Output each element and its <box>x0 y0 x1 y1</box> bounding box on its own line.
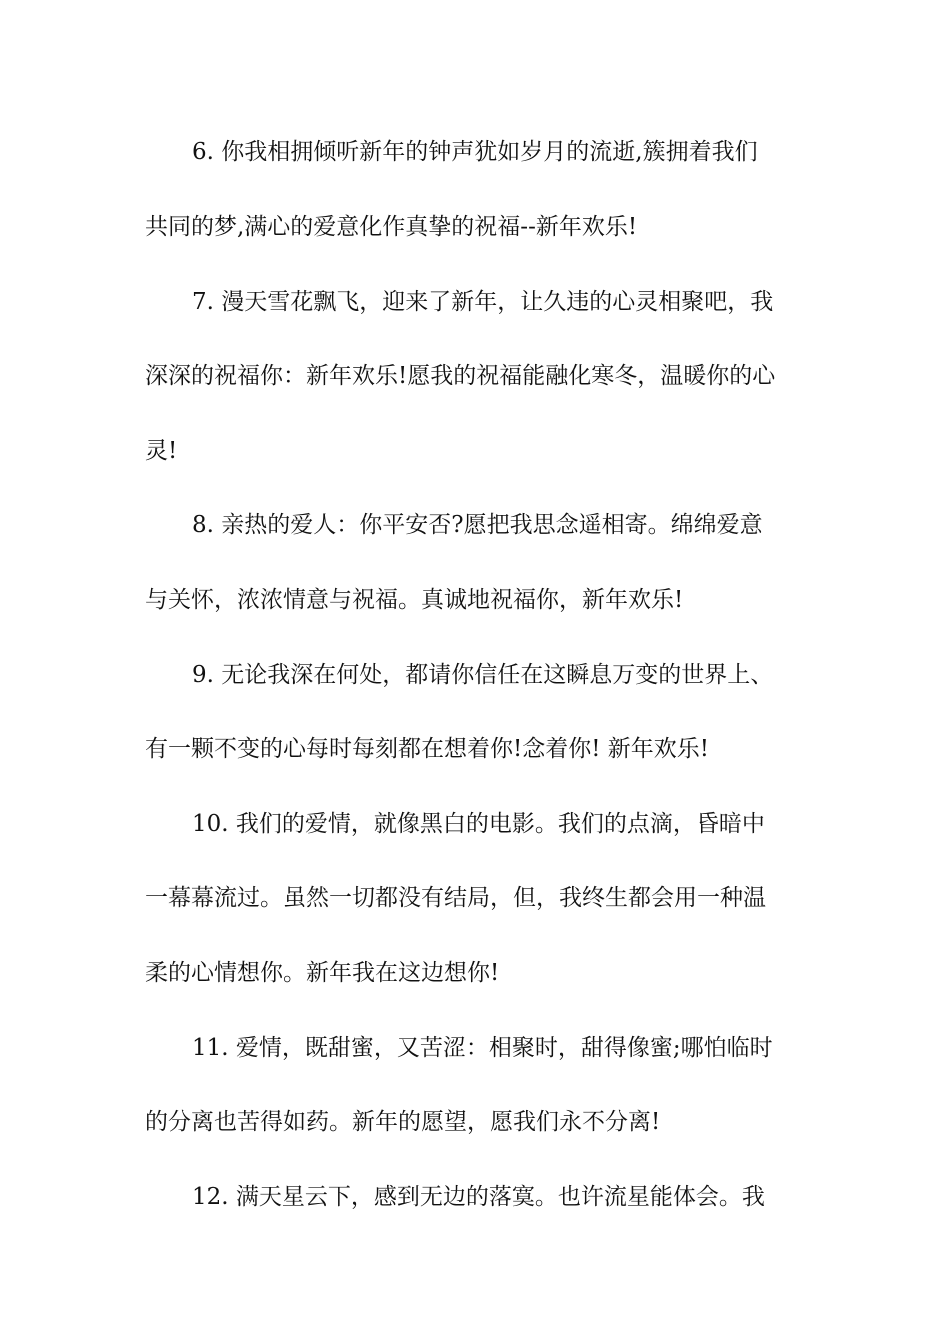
paragraph-8-line-2: 与关怀，浓浓情意与祝福。真诚地祝福你，新年欢乐! <box>145 587 684 613</box>
paragraph-9-line-1: 9. 无论我深在何处，都请你信任在这瞬息万变的世界上、 <box>192 662 774 688</box>
paragraph-11-line-2: 的分离也苦得如药。新年的愿望，愿我们永不分离! <box>145 1109 661 1135</box>
paragraph-7-line-3: 灵! <box>145 438 178 464</box>
paragraph-6-line-1: 6. 你我相拥倾听新年的钟声犹如岁月的流逝,簇拥着我们 <box>192 139 758 165</box>
paragraph-11-line-1: 11. 爱情，既甜蜜，又苦涩：相聚时，甜得像蜜;哪怕临时 <box>192 1035 773 1061</box>
paragraph-10-line-2: 一幕幕流过。虽然一切都没有结局，但，我终生都会用一种温 <box>145 885 766 911</box>
paragraph-6-line-2: 共同的梦,满心的爱意化作真挚的祝福--新年欢乐! <box>145 214 638 240</box>
paragraph-10-line-3: 柔的心情想你。新年我在这边想你! <box>145 960 500 986</box>
paragraph-7-line-2: 深深的祝福你：新年欢乐!愿我的祝福能融化寒冬，温暖你的心 <box>145 363 776 389</box>
paragraph-10-line-1: 10. 我们的爱情，就像黑白的电影。我们的点滴，昏暗中 <box>192 811 765 837</box>
paragraph-7-line-1: 7. 漫天雪花飘飞，迎来了新年，让久违的心灵相聚吧，我 <box>192 289 774 315</box>
paragraph-9-line-2: 有一颗不变的心每时每刻都在想着你!念着你! 新年欢乐! <box>145 736 710 762</box>
paragraph-12-line-1: 12. 满天星云下，感到无边的落寞。也许流星能体会。我 <box>192 1184 765 1210</box>
paragraph-8-line-1: 8. 亲热的爱人：你平安否?愿把我思念遥相寄。绵绵爱意 <box>192 512 763 538</box>
